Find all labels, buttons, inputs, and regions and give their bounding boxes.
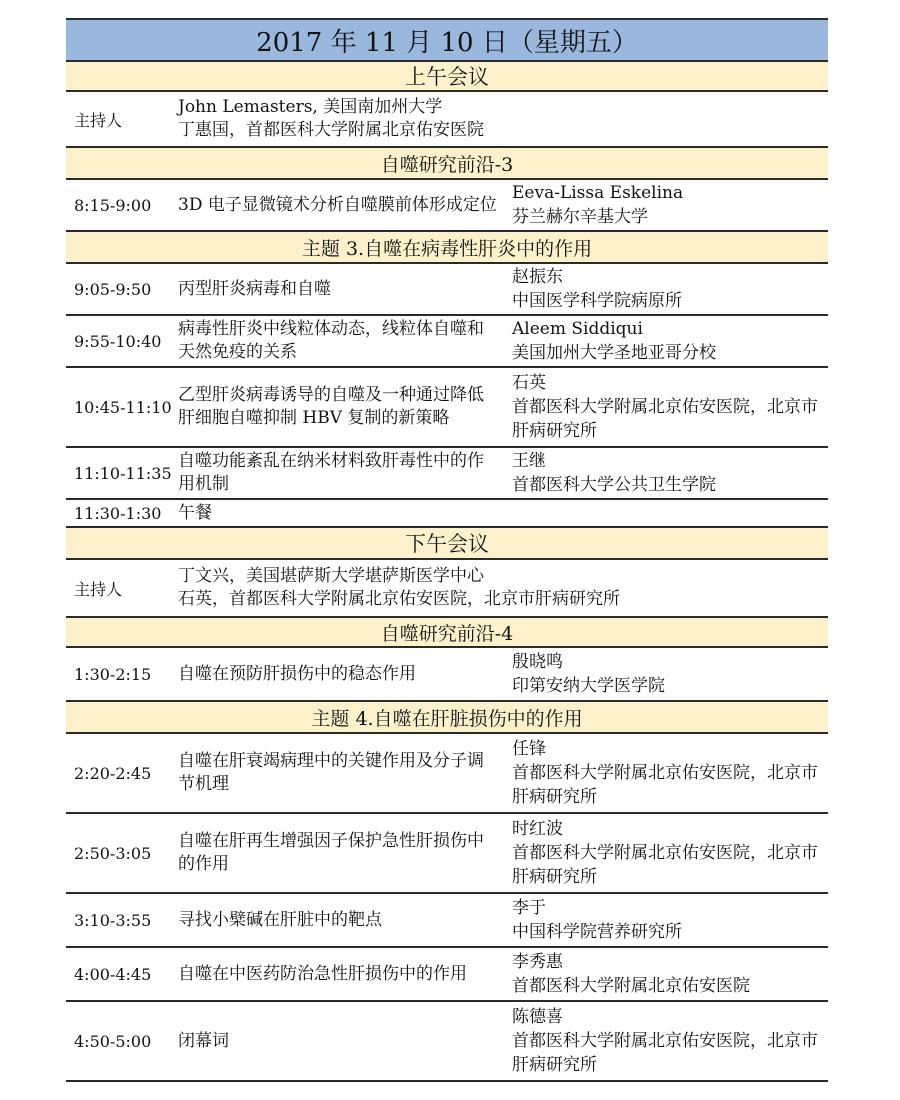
speaker-affiliation: 首都医科大学附属北京佑安医院，北京市肝病研究所 — [512, 397, 818, 441]
agenda-row — [66, 316, 828, 368]
talk-title: 闭幕词 — [178, 1030, 229, 1051]
frontier-title: 自噬研究前沿-4 — [380, 622, 514, 645]
time-slot: 2:20-2:45 — [74, 763, 152, 783]
time-slot: 2:50-3:05 — [74, 843, 152, 863]
speaker-affiliation: 首都医科大学附属北京佑安医院，北京市肝病研究所 — [512, 1031, 818, 1075]
chair-line: 石英，首都医科大学附属北京佑安医院，北京市肝病研究所 — [178, 589, 620, 609]
speaker-cell — [512, 180, 826, 230]
time-slot: 9:55-10:40 — [74, 331, 162, 351]
morning-session-header — [66, 62, 828, 92]
speaker-name: Aleem Siddiqui — [512, 319, 643, 339]
speaker-cell — [512, 648, 826, 700]
talk-title: 3D 电子显微镜术分析自噬膜前体形成定位 — [178, 194, 497, 215]
speaker-name: 赵振东 — [512, 267, 563, 287]
theme-title: 主题 3.自噬在病毒性肝炎中的作用 — [301, 237, 593, 260]
talk-title: 自噬功能紊乱在纳米材料致肝毒性中的作用机制 — [178, 451, 484, 494]
chair-label: 主持人 — [74, 110, 123, 130]
talk-title: 自噬在肝再生增强因子保护急性肝损伤中的作用 — [178, 831, 484, 874]
lunch-row — [66, 500, 828, 528]
talk-title: 寻找小檗碱在肝脏中的靶点 — [178, 909, 382, 930]
agenda-row — [66, 264, 828, 316]
speaker-name: 陈德喜 — [512, 1007, 563, 1027]
time-slot: 11:10-11:35 — [74, 463, 172, 483]
speaker-name: 李于 — [512, 898, 546, 918]
speaker-cell — [512, 448, 826, 498]
speaker-cell — [512, 894, 826, 946]
agenda-row — [66, 1002, 828, 1082]
chair-names — [178, 560, 818, 616]
chair-label: 主持人 — [74, 579, 123, 599]
speaker-affiliation: 印第安纳大学医学院 — [512, 676, 665, 696]
speaker-name: 殷晓鸣 — [512, 652, 563, 672]
agenda-row — [66, 894, 828, 948]
chair-names — [178, 92, 818, 146]
theme-4-header — [66, 702, 828, 734]
agenda-row — [66, 948, 828, 1002]
speaker-cell — [512, 368, 826, 446]
speaker-name: 李秀惠 — [512, 952, 563, 972]
speaker-name: 王继 — [512, 451, 546, 471]
talk-title: 午餐 — [178, 502, 212, 523]
speaker-cell — [512, 814, 826, 892]
agenda-row — [66, 448, 828, 500]
speaker-affiliation: 美国加州大学圣地亚哥分校 — [512, 343, 716, 363]
theme-3-header — [66, 232, 828, 264]
agenda-row — [66, 734, 828, 814]
chair-line: 丁文兴，美国堪萨斯大学堪萨斯医学中心 — [178, 566, 484, 586]
frontier-4-header — [66, 618, 828, 648]
talk-title: 丙型肝炎病毒和自噬 — [178, 278, 331, 299]
agenda-row — [66, 180, 828, 232]
time-slot: 8:15-9:00 — [74, 195, 152, 215]
chair-line: 丁惠国，首都医科大学附属北京佑安医院 — [178, 120, 484, 140]
talk-title: 病毒性肝炎中线粒体动态，线粒体自噬和天然免疫的关系 — [178, 319, 484, 362]
speaker-affiliation: 中国医学科学院病原所 — [512, 291, 682, 311]
speaker-cell — [512, 1002, 826, 1080]
time-slot: 4:50-5:00 — [74, 1031, 152, 1051]
speaker-cell — [512, 948, 826, 1000]
agenda-row — [66, 814, 828, 894]
talk-title: 乙型肝炎病毒诱导的自噬及一种通过降低肝细胞自噬抑制 HBV 复制的新策略 — [178, 385, 484, 428]
talk-title: 自噬在预防肝损伤中的稳态作用 — [178, 663, 416, 684]
morning-label: 上午会议 — [405, 65, 489, 89]
afternoon-label: 下午会议 — [405, 532, 489, 556]
time-slot: 4:00-4:45 — [74, 964, 152, 984]
morning-chair-row — [66, 92, 828, 148]
talk-title: 自噬在肝衰竭病理中的关键作用及分子调节机理 — [178, 751, 484, 794]
speaker-affiliation: 中国科学院营养研究所 — [512, 922, 682, 942]
speaker-name: 时红波 — [512, 819, 563, 839]
speaker-affiliation: 首都医科大学附属北京佑安医院 — [512, 976, 750, 996]
theme-title: 主题 4.自噬在肝脏损伤中的作用 — [311, 707, 583, 730]
time-slot: 10:45-11:10 — [74, 397, 172, 417]
speaker-affiliation: 首都医科大学公共卫生学院 — [512, 475, 716, 495]
speaker-affiliation: 首都医科大学附属北京佑安医院，北京市肝病研究所 — [512, 843, 818, 887]
time-slot: 1:30-2:15 — [74, 664, 152, 684]
date-header-row — [66, 18, 828, 62]
frontier-3-header — [66, 148, 828, 180]
schedule-table — [66, 18, 828, 1082]
chair-line: John Lemasters, 美国南加州大学 — [178, 97, 443, 117]
speaker-affiliation: 芬兰赫尔辛基大学 — [512, 207, 648, 227]
speaker-name: Eeva-Lissa Eskelina — [512, 183, 684, 203]
date-header: 2017 年 11 月 10 日（星期五） — [256, 27, 638, 58]
agenda-row — [66, 368, 828, 448]
talk-title: 自噬在中医药防治急性肝损伤中的作用 — [178, 963, 467, 984]
afternoon-chair-row — [66, 560, 828, 618]
time-slot: 11:30-1:30 — [74, 503, 162, 523]
speaker-cell — [512, 264, 826, 314]
time-slot: 3:10-3:55 — [74, 910, 152, 930]
time-slot: 9:05-9:50 — [74, 279, 152, 299]
speaker-cell — [512, 734, 826, 812]
speaker-cell — [512, 316, 826, 366]
speaker-affiliation: 首都医科大学附属北京佑安医院，北京市肝病研究所 — [512, 763, 818, 807]
frontier-title: 自噬研究前沿-3 — [380, 153, 514, 176]
afternoon-session-header — [66, 528, 828, 560]
speaker-name: 石英 — [512, 373, 546, 393]
agenda-row — [66, 648, 828, 702]
speaker-name: 任锋 — [512, 739, 546, 759]
